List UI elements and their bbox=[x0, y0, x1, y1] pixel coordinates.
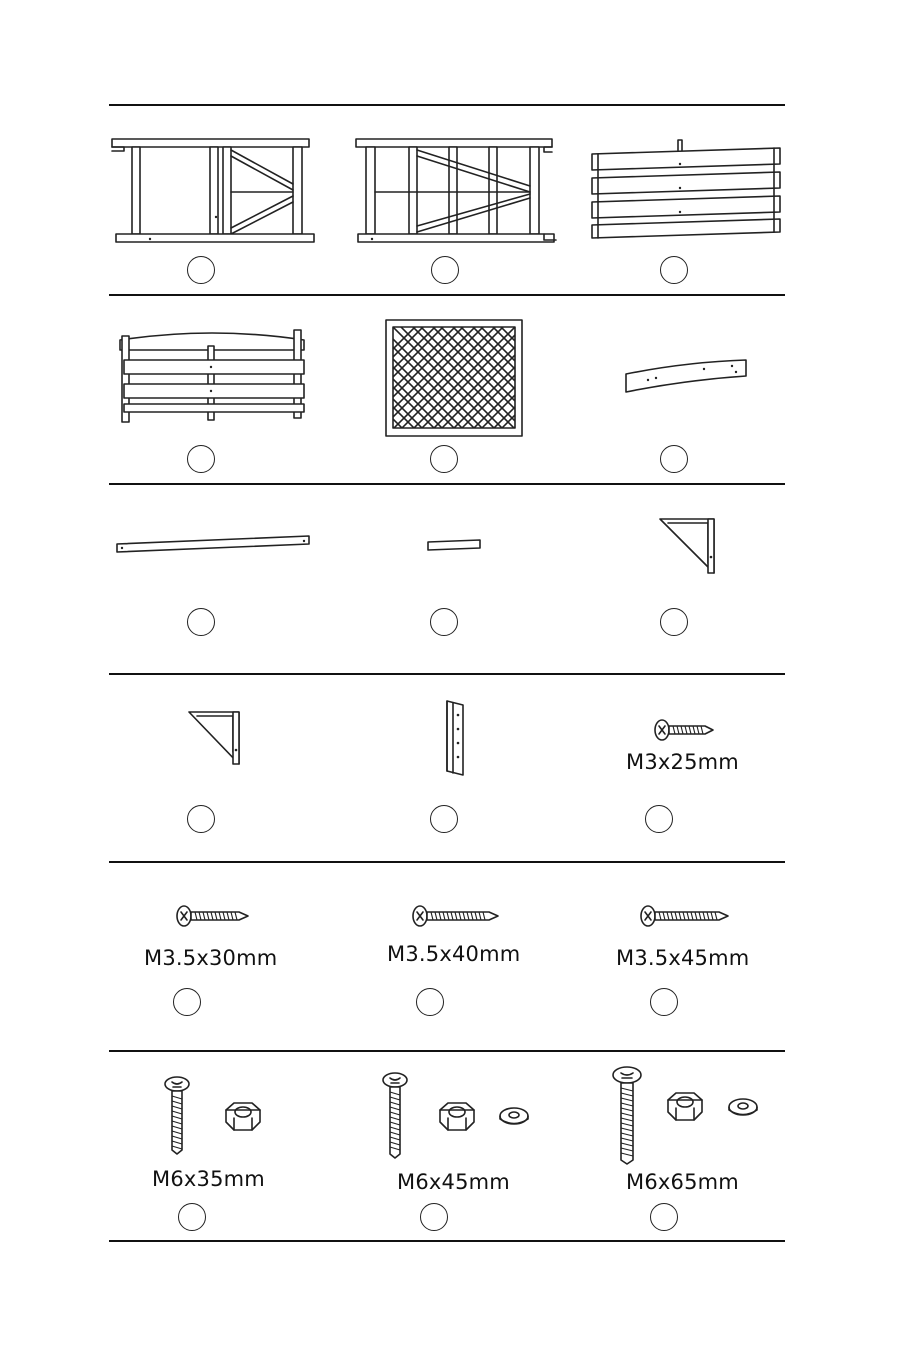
part-number-circle bbox=[645, 805, 673, 833]
part-number-circle bbox=[187, 805, 215, 833]
side-frame-panel-right-drawing bbox=[354, 136, 560, 248]
divider-row-1 bbox=[109, 294, 785, 296]
divider-row-3 bbox=[109, 673, 785, 675]
seat-slat-panel-drawing bbox=[116, 326, 310, 426]
part-number-circle bbox=[187, 445, 215, 473]
divider-top bbox=[109, 104, 785, 106]
part-number-circle bbox=[416, 988, 444, 1016]
screw-size-label: M3x25mm bbox=[626, 750, 739, 774]
screw-size-label: M3.5x45mm bbox=[616, 946, 750, 970]
part-number-circle bbox=[420, 1203, 448, 1231]
part-number-circle bbox=[187, 256, 215, 284]
metal-bracket-drawing bbox=[443, 699, 471, 777]
part-number-circle bbox=[187, 608, 215, 636]
part-number-circle bbox=[173, 988, 201, 1016]
divider-row-5 bbox=[109, 1050, 785, 1052]
part-number-circle bbox=[650, 988, 678, 1016]
bolt-m6x45-drawing bbox=[381, 1070, 409, 1160]
lattice-panel-drawing bbox=[384, 318, 526, 440]
hex-nut-drawing bbox=[436, 1100, 478, 1134]
divider-row-2 bbox=[109, 483, 785, 485]
hex-nut-drawing bbox=[664, 1090, 706, 1124]
short-support-rail-drawing bbox=[426, 538, 484, 554]
part-number-circle bbox=[660, 608, 688, 636]
backrest-slat-panel-drawing bbox=[588, 138, 784, 242]
part-number-circle bbox=[431, 256, 459, 284]
bolt-size-label: M6x65mm bbox=[626, 1170, 739, 1194]
bolt-size-label: M6x45mm bbox=[397, 1170, 510, 1194]
bolt-size-label: M6x35mm bbox=[152, 1167, 265, 1191]
part-number-circle bbox=[430, 608, 458, 636]
washer-drawing bbox=[726, 1095, 760, 1119]
washer-drawing bbox=[497, 1104, 531, 1128]
bolt-m6x65-drawing bbox=[610, 1064, 644, 1166]
screw-size-label: M3.5x40mm bbox=[387, 942, 521, 966]
screw-m3-5x30-drawing bbox=[175, 903, 251, 929]
part-number-circle bbox=[430, 805, 458, 833]
screw-size-label: M3.5x30mm bbox=[144, 946, 278, 970]
curved-armrest-board-drawing bbox=[624, 354, 750, 396]
part-number-circle bbox=[660, 256, 688, 284]
hex-nut-drawing bbox=[222, 1100, 264, 1134]
corner-brace-large-drawing bbox=[656, 515, 718, 577]
screw-m3-5x40-drawing bbox=[411, 903, 501, 929]
divider-row-4 bbox=[109, 861, 785, 863]
part-number-circle bbox=[660, 445, 688, 473]
part-number-circle bbox=[178, 1203, 206, 1231]
long-support-rail-drawing bbox=[115, 532, 313, 556]
side-frame-panel-left-drawing bbox=[110, 136, 316, 248]
divider-bottom bbox=[109, 1240, 785, 1242]
part-number-circle bbox=[430, 445, 458, 473]
bolt-m6x35-drawing bbox=[163, 1074, 191, 1156]
screw-m3x25-drawing bbox=[653, 717, 715, 743]
screw-m3-5x45-drawing bbox=[639, 903, 731, 929]
part-number-circle bbox=[650, 1203, 678, 1231]
corner-brace-small-drawing bbox=[185, 708, 245, 768]
